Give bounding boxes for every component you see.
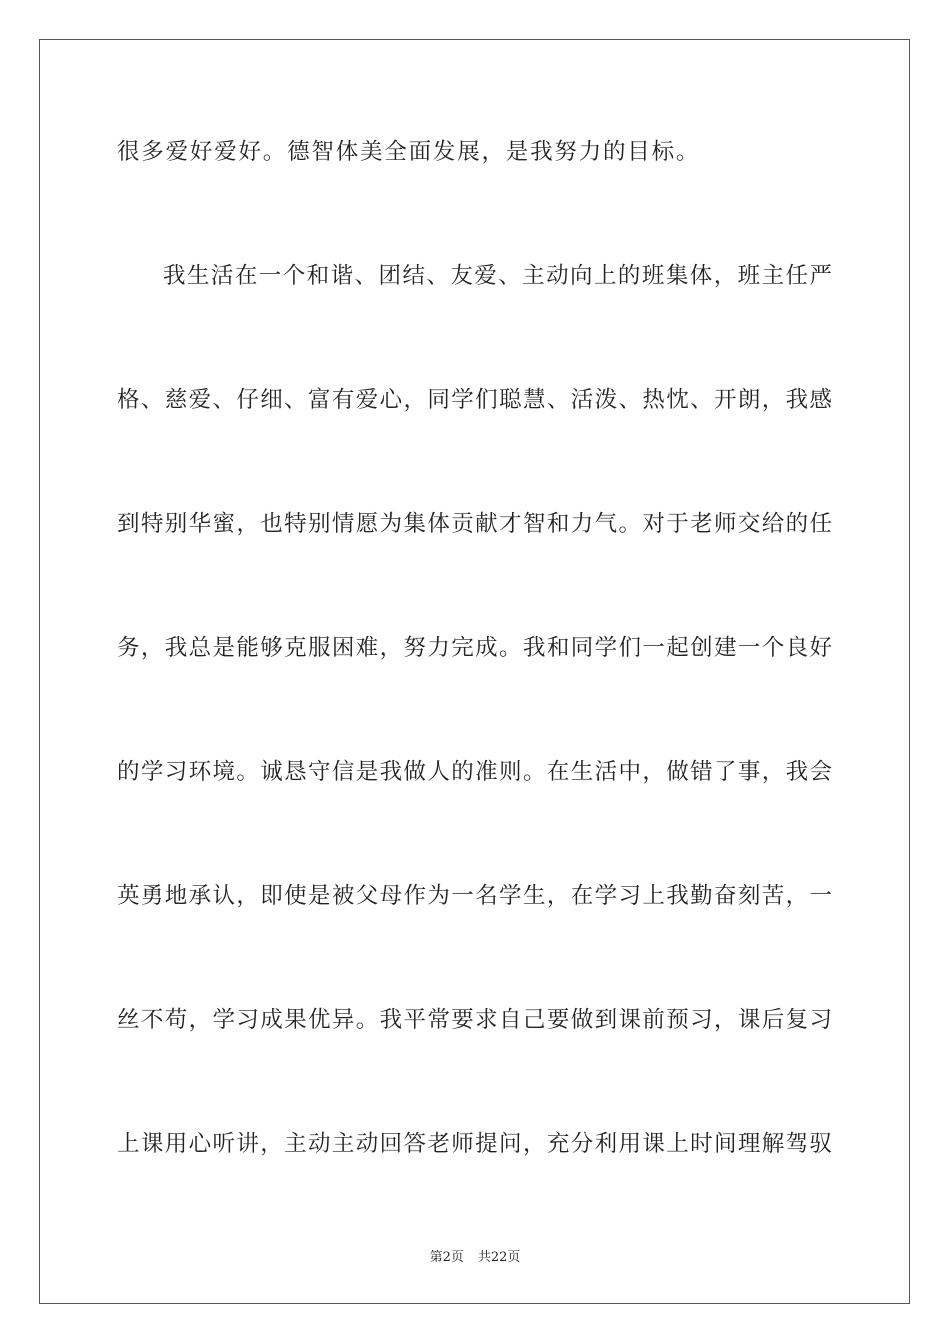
text-line: 很多爱好爱好。德智体美全面发展，是我努力的目标。 (117, 139, 701, 165)
text-line: 格、慈爱、仔细、富有爱心，同学们聪慧、活泼、热忱、开朗，我感 (117, 387, 832, 413)
text-line: 务，我总是能够克服困难，努力完成。我和同学们一起创建一个良好 (117, 635, 832, 661)
text-line: 丝不苟，学习成果优异。我平常要求自己要做到课前预习，课后复习 (117, 1007, 832, 1033)
page-total: 共22页 (477, 1250, 521, 1265)
page-footer (0, 1249, 950, 1267)
text-line: 到特别华蜜，也特别情愿为集体贡献才智和力气。对于老师交给的任 (117, 511, 832, 537)
text-line: 的学习环境。诚恳守信是我做人的准则。在生活中，做错了事，我会 (117, 759, 832, 785)
page-frame (39, 39, 910, 1304)
text-line: 上课用心听讲，主动主动回答老师提问，充分利用课上时间理解驾驭 (117, 1131, 832, 1157)
text-line: 我生活在一个和谐、团结、友爱、主动向上的班集体，班主任严 (163, 263, 832, 289)
page-number: 第2页 (429, 1250, 464, 1265)
text-line: 英勇地承认，即使是被父母作为一名学生，在学习上我勤奋刻苦，一 (117, 883, 832, 909)
